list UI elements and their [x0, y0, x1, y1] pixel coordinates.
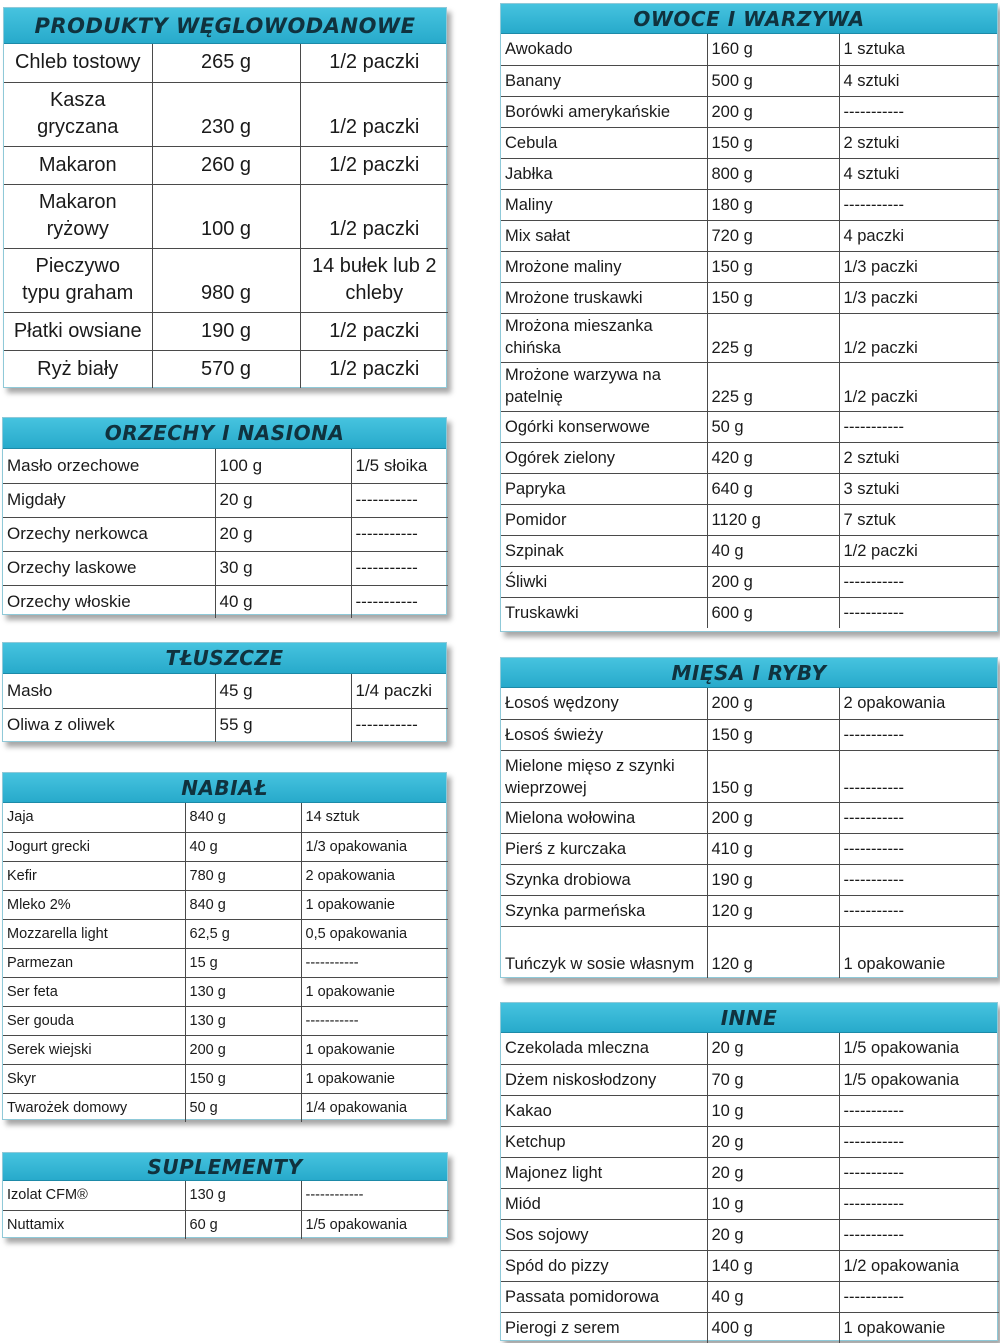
item-quantity: 1/2 paczki [839, 313, 999, 362]
item-name: Mielona wołowina [501, 802, 707, 833]
fruitveg-table [501, 34, 999, 628]
item-name: Ogórki konserwowe [501, 411, 707, 442]
table-row [501, 504, 999, 535]
item-amount: 20 g [215, 483, 351, 517]
item-name: Kakao [501, 1095, 707, 1126]
item-quantity: 1/2 paczki [300, 184, 448, 248]
item-amount: 40 g [707, 1281, 839, 1312]
table-row [501, 362, 999, 411]
item-name: Śliwki [501, 566, 707, 597]
item-name: Pierś z kurczaka [501, 833, 707, 864]
item-quantity: 14 sztuk [301, 803, 448, 832]
item-quantity: 1/2 paczki [839, 362, 999, 411]
item-quantity: 7 sztuk [839, 504, 999, 535]
item-name: Czekolada mleczna [501, 1033, 707, 1064]
item-amount: 150 g [185, 1064, 301, 1093]
table-row [501, 220, 999, 251]
item-name: Chleb tostowy [4, 44, 152, 82]
item-quantity: ----------- [839, 566, 999, 597]
item-amount: 1120 g [707, 504, 839, 535]
item-quantity: 4 sztuki [839, 158, 999, 189]
table-row [4, 44, 448, 82]
table-row [501, 895, 999, 926]
item-quantity: 1 opakowanie [301, 1064, 448, 1093]
item-name: Orzechy włoskie [3, 585, 215, 618]
item-name: Dżem niskosłodzony [501, 1064, 707, 1095]
table-row [501, 189, 999, 220]
table-row [501, 1033, 999, 1064]
item-amount: 840 g [185, 890, 301, 919]
item-quantity: ----------- [843, 603, 904, 622]
item-quantity: ----------- [355, 715, 418, 735]
item-name: Truskawki [501, 597, 707, 628]
item-name: Passata pomidorowa [501, 1281, 707, 1312]
item-amount: 150 g [707, 127, 839, 158]
item-quantity: 1/5 opakowania [839, 1033, 999, 1064]
fats-card [2, 642, 447, 742]
item-name: Izolat CFM® [3, 1181, 185, 1210]
item-quantity: 1/5 słoika [351, 449, 448, 483]
item-quantity: 1/2 paczki [300, 312, 448, 350]
dairy-title: NABIAŁ [3, 773, 446, 803]
table-row [501, 1126, 999, 1157]
item-quantity: 1/3 paczki [839, 282, 999, 313]
item-amount: 190 g [152, 312, 300, 350]
nuts-table [3, 449, 448, 618]
item-name: Ser gouda [3, 1006, 185, 1035]
item-name: Orzechy laskowe [3, 551, 215, 585]
item-amount: 570 g [152, 350, 300, 388]
item-amount: 130 g [185, 1181, 301, 1210]
item-name: Pieczywo typu graham [4, 248, 152, 312]
table-row [3, 977, 448, 1006]
item-quantity: ------------ [301, 1181, 449, 1210]
item-amount: 500 g [707, 65, 839, 96]
table-row [501, 251, 999, 282]
item-name: Mrożone warzywa na patelnię [501, 362, 707, 411]
table-row [501, 750, 999, 802]
item-quantity: 2 sztuki [839, 442, 999, 473]
table-row [501, 566, 999, 597]
item-name: Szynka drobiowa [501, 864, 707, 895]
item-quantity: 1 sztuka [839, 34, 999, 65]
table-row [3, 919, 448, 948]
meat-table [501, 688, 999, 978]
item-amount: 10 g [707, 1188, 839, 1219]
table-row [501, 1188, 999, 1219]
dairy-table [3, 803, 448, 1122]
table-row [3, 1006, 448, 1035]
item-quantity: 2 sztuki [839, 127, 999, 158]
item-amount: 230 g [152, 82, 300, 146]
item-quantity: ----------- [301, 1006, 448, 1035]
item-name: Łosoś świeży [501, 719, 707, 750]
item-amount: 150 g [707, 750, 839, 802]
item-amount: 780 g [185, 861, 301, 890]
item-amount: 45 g [215, 674, 351, 708]
table-row [501, 1250, 999, 1281]
table-row [3, 585, 448, 618]
item-name: Ogórek zielony [501, 442, 707, 473]
item-quantity: 3 sztuki [839, 473, 999, 504]
table-row [501, 313, 999, 362]
item-amount: 160 g [707, 34, 839, 65]
table-row [501, 833, 999, 864]
item-quantity: 2 opakowania [301, 861, 448, 890]
item-amount: 40 g [215, 585, 351, 618]
item-name: Mielone mięso z szynki wieprzowej [501, 750, 707, 802]
item-name: Makaron ryżowy [4, 184, 152, 248]
item-quantity: 1/4 opakowania [305, 1099, 408, 1116]
item-amount: 200 g [707, 566, 839, 597]
item-quantity: 1/2 paczki [300, 146, 448, 184]
item-quantity: ----------- [839, 411, 999, 442]
item-name: Miód [501, 1188, 707, 1219]
fats-title: TŁUSZCZE [3, 643, 446, 674]
item-quantity: 1/2 paczki [300, 82, 448, 146]
item-name: Oliwa z oliwek [3, 708, 215, 742]
table-row [3, 1181, 449, 1210]
item-amount: 60 g [185, 1210, 301, 1239]
fruitveg-card [500, 3, 998, 632]
item-quantity: 4 paczki [839, 220, 999, 251]
item-amount: 120 g [707, 926, 839, 978]
item-amount: 55 g [215, 708, 351, 742]
item-amount: 100 g [215, 449, 351, 483]
item-quantity: ----------- [839, 1281, 999, 1312]
item-name: Mrożone maliny [501, 251, 707, 282]
item-quantity: 1 opakowanie [301, 977, 448, 1006]
item-amount: 150 g [707, 251, 839, 282]
item-quantity: 1/2 opakowania [839, 1250, 999, 1281]
item-amount: 40 g [185, 832, 301, 861]
item-name: Borówki amerykańskie [501, 96, 707, 127]
table-row [501, 535, 999, 566]
item-quantity: 1 opakowanie [301, 890, 448, 919]
item-quantity: ----------- [839, 864, 999, 895]
item-amount: 200 g [707, 802, 839, 833]
item-amount: 140 g [707, 1250, 839, 1281]
item-amount: 15 g [185, 948, 301, 977]
item-amount: 130 g [185, 1006, 301, 1035]
item-amount: 62,5 g [185, 919, 301, 948]
item-amount: 400 g [707, 1312, 839, 1343]
table-row [3, 948, 448, 977]
item-name: Kasza gryczana [4, 82, 152, 146]
item-quantity: 0,5 opakowania [301, 919, 448, 948]
item-quantity: ----------- [839, 96, 999, 127]
item-amount: 190 g [707, 864, 839, 895]
item-quantity: ----------- [351, 551, 448, 585]
item-name: Nuttamix [3, 1210, 185, 1239]
item-quantity: ----------- [839, 1095, 999, 1126]
item-amount: 225 g [707, 313, 839, 362]
table-row [501, 926, 999, 978]
table-row [501, 1281, 999, 1312]
item-name: Szpinak [501, 535, 707, 566]
item-amount: 20 g [215, 517, 351, 551]
item-name: Papryka [501, 473, 707, 504]
table-row [3, 517, 448, 551]
table-row [3, 1093, 448, 1122]
item-name: Ryż biały [4, 350, 152, 388]
table-row [3, 708, 448, 742]
carbs-card [3, 7, 447, 388]
item-name: Szynka parmeńska [501, 895, 707, 926]
table-row [501, 802, 999, 833]
table-row [4, 184, 448, 248]
other-table [501, 1033, 999, 1343]
item-quantity: 1/5 opakowania [305, 1216, 408, 1233]
nuts-title: ORZECHY I NASIONA [3, 418, 446, 449]
item-quantity: ----------- [839, 895, 999, 926]
table-row [501, 127, 999, 158]
item-name: Maliny [501, 189, 707, 220]
table-row [3, 832, 448, 861]
item-name: Ser feta [3, 977, 185, 1006]
table-row [4, 82, 448, 146]
other-card [500, 1002, 998, 1341]
item-name: Mrożona mieszanka chińska [501, 313, 707, 362]
item-amount: 260 g [152, 146, 300, 184]
item-amount: 180 g [707, 189, 839, 220]
item-name: Orzechy nerkowca [3, 517, 215, 551]
item-quantity: ----------- [839, 1188, 999, 1219]
table-row [501, 597, 999, 628]
table-row [3, 1210, 449, 1239]
item-quantity: ----------- [839, 189, 999, 220]
item-quantity: 1/3 opakowania [301, 832, 448, 861]
table-row [3, 674, 448, 708]
fruitveg-title: OWOCE I WARZYWA [501, 4, 997, 34]
carbs-title: PRODUKTY WĘGLOWODANOWE [4, 8, 446, 44]
table-row [4, 312, 448, 350]
item-amount: 150 g [707, 282, 839, 313]
item-quantity: ----------- [351, 517, 448, 551]
item-quantity: 1/2 paczki [329, 357, 420, 380]
item-amount: 410 g [707, 833, 839, 864]
item-amount: 200 g [707, 688, 839, 719]
item-quantity: ----------- [301, 948, 448, 977]
item-name: Pomidor [501, 504, 707, 535]
item-name: Awokado [501, 34, 707, 65]
table-row [3, 890, 448, 919]
item-name: Spód do pizzy [501, 1250, 707, 1281]
item-amount: 50 g [185, 1093, 301, 1122]
table-row [501, 158, 999, 189]
supplements-card [2, 1152, 448, 1238]
item-amount: 40 g [707, 535, 839, 566]
meat-card [500, 657, 998, 978]
item-name: Pierogi z serem [501, 1312, 707, 1343]
item-quantity: 1/3 paczki [839, 251, 999, 282]
item-name: Skyr [3, 1064, 185, 1093]
item-quantity: ----------- [839, 719, 999, 750]
item-name: Twarożek domowy [3, 1093, 185, 1122]
table-row [501, 473, 999, 504]
item-quantity: ----------- [839, 1219, 999, 1250]
item-name: Parmezan [3, 948, 185, 977]
item-amount: 420 g [707, 442, 839, 473]
item-quantity: 1/4 paczki [351, 674, 448, 708]
table-row [4, 248, 448, 312]
nuts-card [2, 417, 447, 615]
item-quantity: 1/2 paczki [839, 535, 999, 566]
item-quantity: ----------- [351, 483, 448, 517]
table-row [501, 864, 999, 895]
table-row [501, 1312, 999, 1343]
item-quantity: 1 opakowanie [301, 1035, 448, 1064]
item-amount: 150 g [707, 719, 839, 750]
item-quantity: 1 opakowanie [843, 1318, 946, 1337]
item-amount: 100 g [152, 184, 300, 248]
item-amount: 130 g [185, 977, 301, 1006]
item-amount: 720 g [707, 220, 839, 251]
item-name: Makaron [4, 146, 152, 184]
item-amount: 70 g [707, 1064, 839, 1095]
item-name: Jogurt grecki [3, 832, 185, 861]
item-name: Tuńczyk w sosie własnym [501, 926, 707, 978]
item-name: Masło [3, 674, 215, 708]
item-name: Ketchup [501, 1126, 707, 1157]
item-quantity: ----------- [839, 1157, 999, 1188]
table-row [4, 146, 448, 184]
item-name: Mozzarella light [3, 919, 185, 948]
item-amount: 980 g [152, 248, 300, 312]
item-quantity: ----------- [355, 591, 418, 611]
item-name: Mix sałat [501, 220, 707, 251]
item-amount: 120 g [707, 895, 839, 926]
table-row [501, 719, 999, 750]
item-quantity: ----------- [839, 802, 999, 833]
item-amount: 10 g [707, 1095, 839, 1126]
table-row [501, 1219, 999, 1250]
table-row [501, 96, 999, 127]
item-quantity: 1/5 opakowania [839, 1064, 999, 1095]
item-name: Łosoś wędzony [501, 688, 707, 719]
table-row [3, 483, 448, 517]
item-name: Majonez light [501, 1157, 707, 1188]
meat-title: MIĘSA I RYBY [501, 658, 997, 688]
table-row [501, 34, 999, 65]
item-quantity: 14 bułek lub 2 chleby [300, 248, 448, 312]
supplements-title: SUPLEMENTY [3, 1153, 447, 1181]
item-amount: 30 g [215, 551, 351, 585]
item-quantity: 4 sztuki [839, 65, 999, 96]
item-amount: 600 g [707, 597, 839, 628]
item-name: Serek wiejski [3, 1035, 185, 1064]
item-name: Migdały [3, 483, 215, 517]
dairy-card [2, 772, 447, 1120]
item-amount: 20 g [707, 1033, 839, 1064]
item-name: Sos sojowy [501, 1219, 707, 1250]
table-row [501, 65, 999, 96]
item-name: Mleko 2% [3, 890, 185, 919]
item-name: Masło orzechowe [3, 449, 215, 483]
item-quantity: ----------- [839, 750, 999, 802]
table-row [4, 350, 448, 388]
table-row [501, 411, 999, 442]
carbs-table [4, 44, 448, 388]
fats-table [3, 674, 448, 742]
supplements-table [3, 1181, 449, 1239]
table-row [501, 282, 999, 313]
item-amount: 50 g [707, 411, 839, 442]
item-name: Płatki owsiane [4, 312, 152, 350]
item-amount: 225 g [707, 362, 839, 411]
item-quantity: 1 opakowanie [843, 955, 946, 973]
item-amount: 20 g [707, 1219, 839, 1250]
item-quantity: 2 opakowania [839, 688, 999, 719]
item-amount: 20 g [707, 1126, 839, 1157]
table-row [3, 551, 448, 585]
item-name: Banany [501, 65, 707, 96]
item-amount: 20 g [707, 1157, 839, 1188]
item-quantity: 1/2 paczki [300, 44, 448, 82]
table-row [501, 1064, 999, 1095]
item-name: Jaja [3, 803, 185, 832]
item-name: Kefir [3, 861, 185, 890]
item-name: Jabłka [501, 158, 707, 189]
table-row [501, 688, 999, 719]
item-quantity: ----------- [839, 833, 999, 864]
item-amount: 800 g [707, 158, 839, 189]
table-row [3, 1064, 448, 1093]
item-name: Mrożone truskawki [501, 282, 707, 313]
item-quantity: ----------- [839, 1126, 999, 1157]
item-amount: 265 g [152, 44, 300, 82]
other-title: INNE [501, 1003, 997, 1033]
table-row [501, 1157, 999, 1188]
table-row [3, 1035, 448, 1064]
item-amount: 200 g [707, 96, 839, 127]
item-amount: 640 g [707, 473, 839, 504]
table-row [3, 861, 448, 890]
item-amount: 840 g [185, 803, 301, 832]
table-row [501, 1095, 999, 1126]
table-row [3, 449, 448, 483]
item-name: Cebula [501, 127, 707, 158]
table-row [501, 442, 999, 473]
table-row [3, 803, 448, 832]
item-amount: 200 g [185, 1035, 301, 1064]
